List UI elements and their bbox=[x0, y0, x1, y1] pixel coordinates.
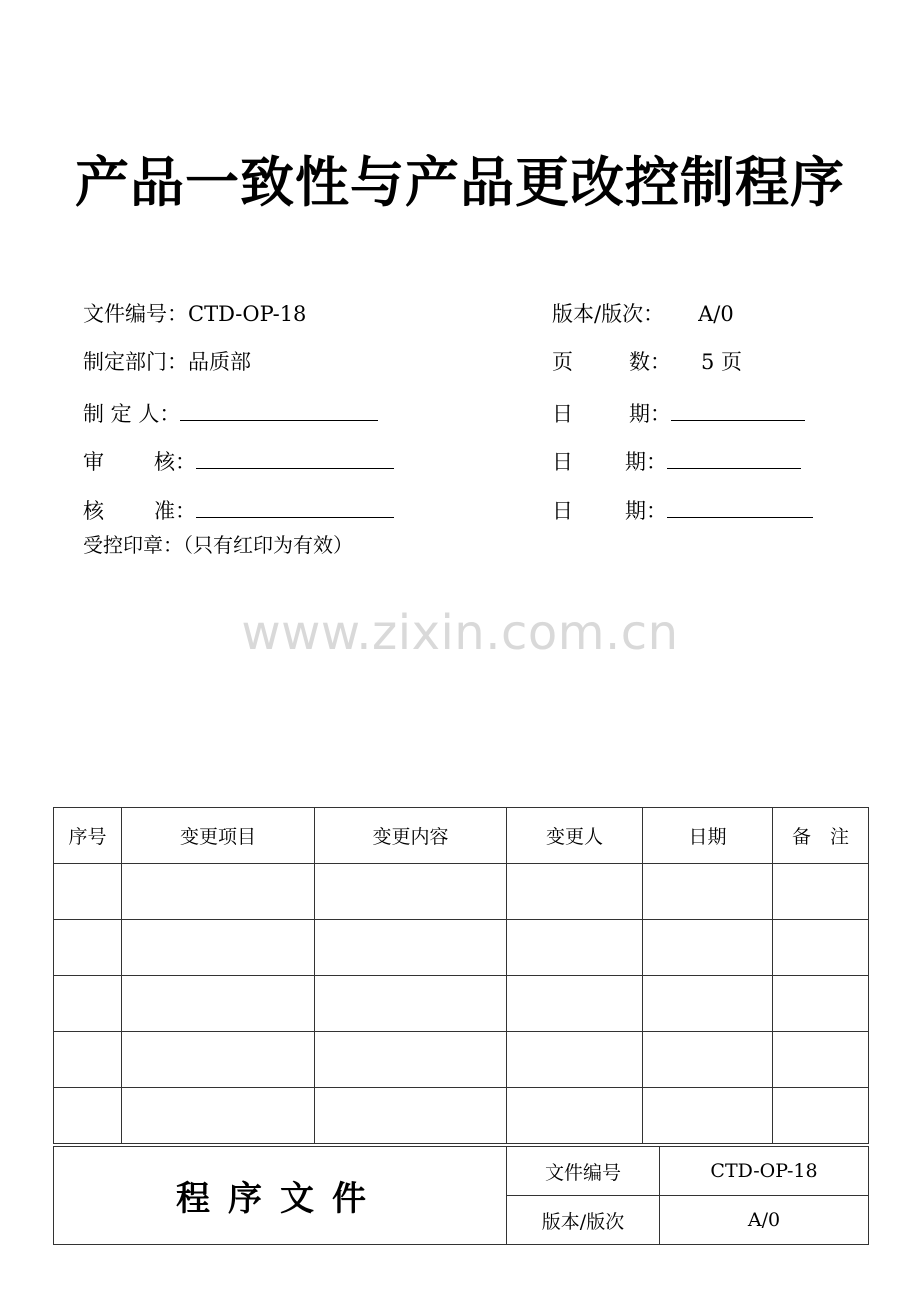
table-cell[interactable] bbox=[122, 1032, 315, 1088]
table-cell[interactable] bbox=[315, 864, 507, 920]
date-label-1: 日 bbox=[552, 402, 573, 426]
approve-label-2: 准： bbox=[154, 499, 196, 523]
doc-number-value: CTD-OP-18 bbox=[188, 302, 307, 326]
pages-label-2: 数： bbox=[629, 350, 671, 374]
table-cell[interactable] bbox=[643, 920, 773, 976]
table-row bbox=[54, 976, 869, 1032]
table-cell[interactable] bbox=[643, 864, 773, 920]
date-label-1: 日 bbox=[552, 499, 573, 523]
approve-label-1: 核 bbox=[83, 499, 104, 523]
maker-date-row bbox=[552, 396, 805, 428]
table-cell[interactable] bbox=[643, 1088, 773, 1144]
approve-date-blank-line[interactable] bbox=[667, 493, 813, 518]
date-label-1: 日 bbox=[552, 450, 573, 474]
header-change-item: 变更项目 bbox=[122, 808, 315, 864]
doc-number-row bbox=[83, 300, 306, 328]
change-table-header-row bbox=[54, 808, 869, 864]
header-date: 日期 bbox=[643, 808, 773, 864]
date-label-2: 期： bbox=[625, 499, 667, 523]
maker-date-blank-line[interactable] bbox=[671, 396, 805, 421]
table-row bbox=[54, 864, 869, 920]
table-cell[interactable] bbox=[507, 976, 643, 1032]
version-row bbox=[552, 300, 734, 328]
table-cell[interactable] bbox=[122, 976, 315, 1032]
review-date-blank-line[interactable] bbox=[667, 444, 801, 469]
approve-row bbox=[83, 493, 394, 525]
maker-row bbox=[83, 396, 378, 428]
table-cell[interactable] bbox=[315, 1088, 507, 1144]
table-cell[interactable] bbox=[507, 1032, 643, 1088]
department-row bbox=[83, 348, 251, 376]
review-label-2: 核： bbox=[154, 450, 196, 474]
table-cell[interactable] bbox=[54, 1088, 122, 1144]
seal-note: 受控印章：（只有红印为有效） bbox=[83, 533, 353, 557]
table-cell[interactable] bbox=[643, 1032, 773, 1088]
department-value: 品质部 bbox=[188, 350, 251, 374]
version-value: A/0 bbox=[698, 302, 734, 326]
table-cell[interactable] bbox=[773, 976, 869, 1032]
table-cell[interactable] bbox=[773, 1032, 869, 1088]
table-row bbox=[54, 1088, 869, 1144]
table-cell[interactable] bbox=[54, 976, 122, 1032]
footer-doc-number-label: 文件编号 bbox=[507, 1147, 660, 1196]
review-label-1: 审 bbox=[83, 450, 104, 474]
watermark: www.zixin.com.cn bbox=[241, 605, 679, 661]
table-cell[interactable] bbox=[643, 976, 773, 1032]
review-row bbox=[83, 444, 394, 476]
header-change-content: 变更内容 bbox=[315, 808, 507, 864]
doc-number-label: 文件编号： bbox=[83, 302, 188, 326]
document-footer-table bbox=[53, 1146, 869, 1245]
review-date-row bbox=[552, 444, 801, 476]
table-cell[interactable] bbox=[773, 1088, 869, 1144]
approve-date-row bbox=[552, 493, 813, 525]
table-cell[interactable] bbox=[315, 920, 507, 976]
footer-version-value: A/0 bbox=[660, 1196, 869, 1245]
date-label-2: 期： bbox=[629, 402, 671, 426]
maker-blank-line[interactable] bbox=[180, 396, 378, 421]
procedure-document-label: 程序文件 bbox=[54, 1147, 507, 1245]
review-blank-line[interactable] bbox=[196, 444, 394, 469]
table-cell[interactable] bbox=[507, 920, 643, 976]
header-seq: 序号 bbox=[54, 808, 122, 864]
table-cell[interactable] bbox=[122, 864, 315, 920]
footer-version-label: 版本/版次 bbox=[507, 1196, 660, 1245]
table-cell[interactable] bbox=[315, 976, 507, 1032]
approve-blank-line[interactable] bbox=[196, 493, 394, 518]
version-label: 版本/版次： bbox=[552, 302, 665, 326]
table-cell[interactable] bbox=[122, 920, 315, 976]
header-remarks: 备 注 bbox=[773, 808, 869, 864]
table-cell[interactable] bbox=[122, 1088, 315, 1144]
table-row bbox=[54, 1032, 869, 1088]
table-row bbox=[54, 920, 869, 976]
table-cell[interactable] bbox=[507, 1088, 643, 1144]
table-cell[interactable] bbox=[54, 864, 122, 920]
document-title: 产品一致性与产品更改控制程序 bbox=[75, 151, 845, 214]
table-cell[interactable] bbox=[315, 1032, 507, 1088]
table-cell[interactable] bbox=[773, 920, 869, 976]
table-cell[interactable] bbox=[54, 920, 122, 976]
pages-label-1: 页 bbox=[552, 350, 573, 374]
department-label: 制定部门： bbox=[83, 350, 188, 374]
pages-value: 5 页 bbox=[701, 350, 743, 374]
header-changer: 变更人 bbox=[507, 808, 643, 864]
date-label-2: 期： bbox=[625, 450, 667, 474]
footer-doc-number-value: CTD-OP-18 bbox=[660, 1147, 869, 1196]
change-record-table bbox=[53, 807, 869, 1144]
pages-row bbox=[552, 348, 742, 376]
table-cell[interactable] bbox=[773, 864, 869, 920]
table-cell[interactable] bbox=[54, 1032, 122, 1088]
table-cell[interactable] bbox=[507, 864, 643, 920]
maker-label: 制 定 人： bbox=[83, 402, 181, 426]
